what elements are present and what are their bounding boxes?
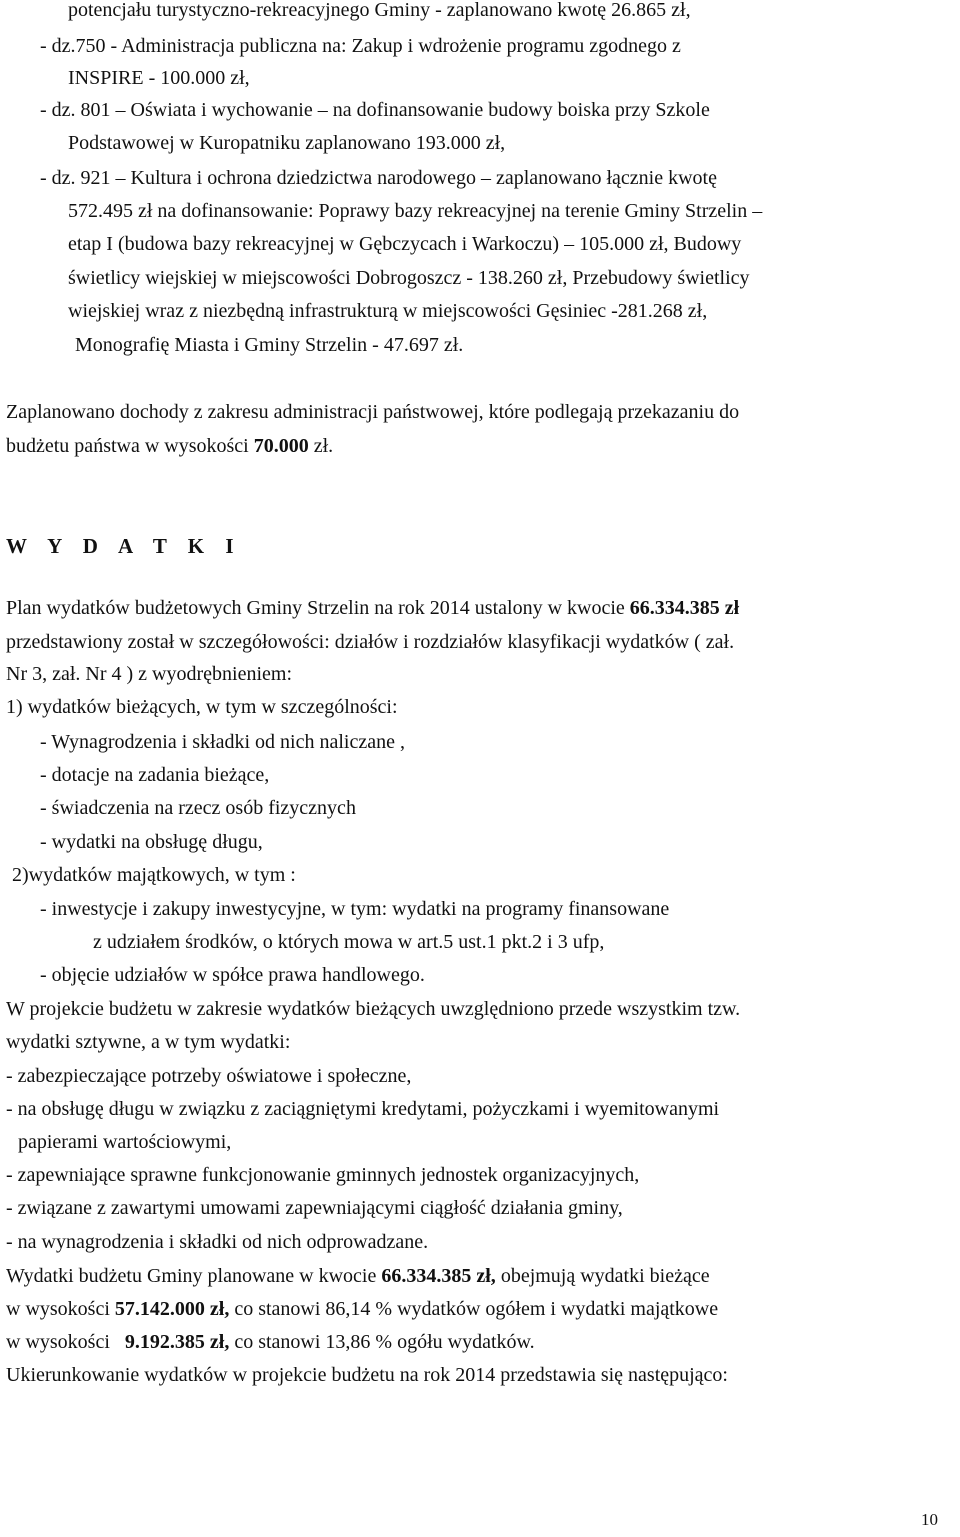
text-line: wiejskiej wraz z niezbędną infrastrukturą w miejscowości Gęsiniec -281.268 zł, xyxy=(68,300,708,322)
list-item: - zapewniające sprawne funkcjonowanie gminnych jednostek organizacyjnych, xyxy=(6,1164,640,1186)
list-item: - inwestycje i zakupy inwestycyjne, w tym: wydatki na programy finansowane xyxy=(40,898,670,920)
list-item-dz921: - dz. 921 – Kultura i ochrona dziedzictwa narodowego – zaplanowano łącznie kwotę xyxy=(40,167,717,189)
list-item-continuation: papierami wartościowymi, xyxy=(18,1131,232,1153)
list-item-dz750: - dz.750 - Administracja publiczna na: Zakup i wdrożenie programu zgodnego z xyxy=(40,35,681,57)
list-item: - na wynagrodzenia i składki od nich odprowadzane. xyxy=(6,1231,429,1253)
summary-line-1: Wydatki budżetu Gminy planowane w kwocie 66.334.385 zł, obejmują wydatki bieżące xyxy=(6,1265,710,1287)
list-item-dz801: - dz. 801 – Oświata i wychowanie – na dofinansowanie budowy boiska przy Szkole xyxy=(40,99,710,121)
text-line: etap I (budowa bazy rekreacyjnej w Gębczycach i Warkoczu) – 105.000 zł, Budowy xyxy=(68,233,742,255)
state-income-line-1: Zaplanowano dochody z zakresu administracji państwowej, które podlegają przekazaniu do xyxy=(6,401,740,423)
text-line: Monografię Miasta i Gminy Strzelin - 47.697 zł. xyxy=(75,334,464,356)
list-item: - świadczenia na rzecz osób fizycznych xyxy=(40,797,356,819)
text-line: potencjału turystyczno-rekreacyjnego Gminy - zaplanowano kwotę 26.865 zł, xyxy=(68,0,691,21)
text-line: świetlicy wiejskiej w miejscowości Dobrogoszcz - 138.260 zł, Przebudowy świetlicy xyxy=(68,267,750,289)
list-item: - związane z zawartymi umowami zapewniającymi ciągłość działania gminy, xyxy=(6,1197,623,1219)
section-heading-wydatki: W Y D A T K I xyxy=(6,534,242,558)
plan-line-3: Nr 3, zał. Nr 4 ) z wyodrębnieniem: xyxy=(6,663,293,685)
state-income-line-2: budżetu państwa w wysokości 70.000 zł. xyxy=(6,435,334,457)
list-item: - na obsługę długu w związku z zaciągniętymi kredytami, pożyczkami i wyemitowanymi xyxy=(6,1098,720,1120)
property-expenses-title: 2)wydatków majątkowych, w tym : xyxy=(12,864,296,886)
list-item: - zabezpieczające potrzeby oświatowe i społeczne, xyxy=(6,1065,412,1087)
plan-line-2: przedstawiony został w szczegółowości: działów i rozdziałów klasyfikacji wydatków ( zał. xyxy=(6,631,735,653)
summary-line-4: Ukierunkowanie wydatków w projekcie budżetu na rok 2014 przedstawia się następująco: xyxy=(6,1364,728,1386)
text-line: 572.495 zł na dofinansowanie: Poprawy bazy rekreacyjnej na terenie Gminy Strzelin – xyxy=(68,200,763,222)
text-line: INSPIRE - 100.000 zł, xyxy=(68,67,250,89)
text-line: Podstawowej w Kuropatniku zaplanowano 193.000 zł, xyxy=(68,132,506,154)
page-number: 10 xyxy=(921,1510,938,1529)
list-item: - dotacje na zadania bieżące, xyxy=(40,764,270,786)
fixed-expenses-line-2: wydatki sztywne, a w tym wydatki: xyxy=(6,1031,291,1053)
list-item: - Wynagrodzenia i składki od nich naliczane , xyxy=(40,731,405,753)
list-item: - objęcie udziałów w spółce prawa handlowego. xyxy=(40,964,425,986)
list-item: - wydatki na obsługę długu, xyxy=(40,831,263,853)
summary-line-2: w wysokości 57.142.000 zł, co stanowi 86,14 % wydatków ogółem i wydatki majątkowe xyxy=(6,1298,719,1320)
plan-line-1: Plan wydatków budżetowych Gminy Strzelin na rok 2014 ustalony w kwocie 66.334.385 zł xyxy=(6,597,740,619)
current-expenses-title: 1) wydatków bieżących, w tym w szczególności: xyxy=(6,696,398,718)
summary-line-3: w wysokości 9.192.385 zł, co stanowi 13,86 % ogółu wydatków. xyxy=(6,1331,535,1353)
fixed-expenses-line-1: W projekcie budżetu w zakresie wydatków bieżących uwzględniono przede wszystkim tzw. xyxy=(6,998,741,1020)
list-item-continuation: z udziałem środków, o których mowa w art.5 ust.1 pkt.2 i 3 ufp, xyxy=(93,931,605,953)
